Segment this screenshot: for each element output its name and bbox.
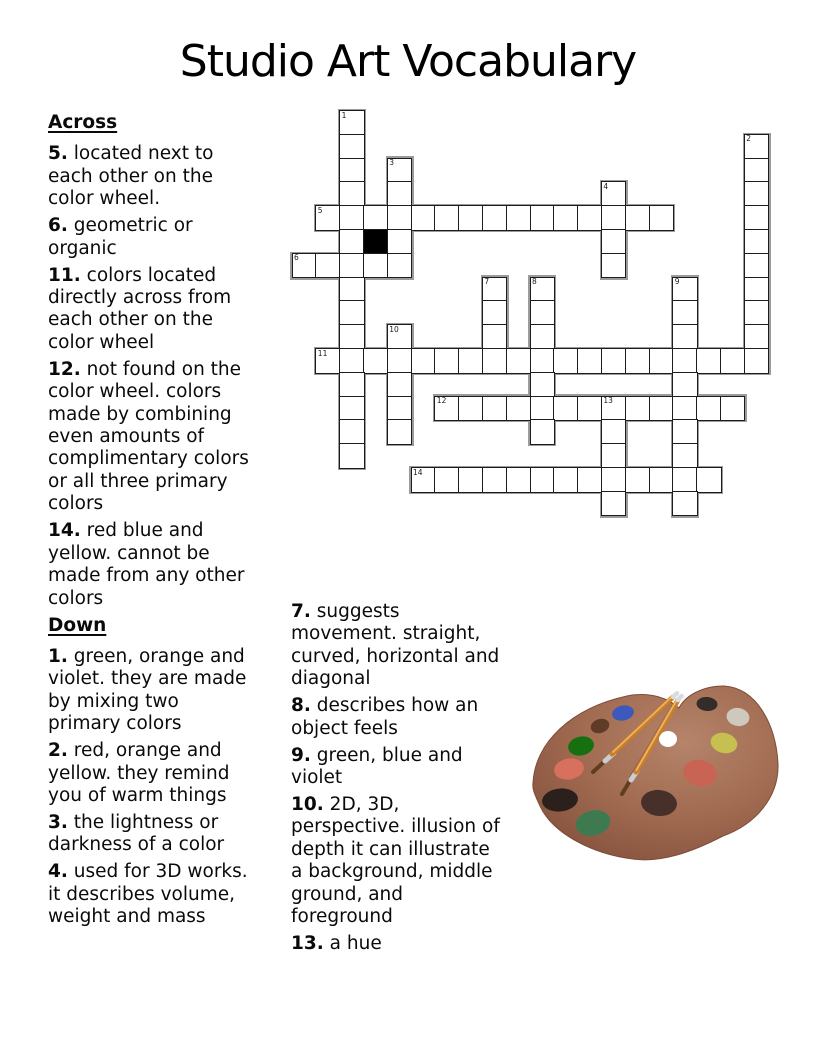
grid-cell-r4c4[interactable] (387, 205, 413, 231)
clue-text: suggests movement. straight, curved, horizontal and diagonal (291, 601, 500, 690)
clue-down-13 (291, 933, 503, 955)
grid-cell-r9c8[interactable] (482, 324, 508, 350)
grid-cell-r4c15[interactable] (649, 205, 675, 231)
clue-number: 7. (291, 601, 311, 622)
palette-thumb-hole (659, 731, 677, 747)
grid-cell-r12c17[interactable] (696, 396, 722, 422)
grid-cell-r15c13[interactable] (601, 467, 627, 493)
grid-cell-r6c2[interactable] (339, 253, 365, 279)
grid-cell-r6c4[interactable] (387, 253, 413, 279)
grid-cell-r4c2[interactable] (339, 205, 365, 231)
grid-cell-r10c9[interactable] (506, 348, 532, 374)
grid-cell-r16c16[interactable] (672, 491, 698, 517)
clue-text: located next to each other on the color wheel. (48, 143, 214, 210)
grid-cell-r10c4[interactable] (387, 348, 413, 374)
cell-number: 10 (389, 324, 399, 334)
cell-number: 8 (532, 277, 537, 287)
grid-cell-r13c2[interactable] (339, 419, 365, 445)
grid-cell-r4c6[interactable] (434, 205, 460, 231)
grid-cell-r2c4[interactable] (387, 158, 413, 184)
grid-cell-r15c9[interactable] (506, 467, 532, 493)
grid-cell-r3c19[interactable] (744, 181, 770, 207)
grid-cell-r10c3[interactable] (363, 348, 389, 374)
clue-text: 2D, 3D, perspective. illusion of depth it can illustrate a background, middle ground, and foreground (291, 794, 500, 928)
clue-across-5 (48, 143, 254, 210)
grid-cell-r6c19[interactable] (744, 253, 770, 279)
grid-cell-r6c13[interactable] (601, 253, 627, 279)
clue-text: used for 3D works. it describes volume, weight and mass (48, 861, 248, 928)
grid-cell-r11c16[interactable] (672, 372, 698, 398)
grid-cell-r12c8[interactable] (482, 396, 508, 422)
cell-number: 11 (317, 348, 328, 358)
grid-cell-r10c13[interactable] (601, 348, 627, 374)
grid-cell-r14c13[interactable] (601, 443, 627, 469)
grid-cell-r2c2[interactable] (339, 158, 365, 184)
grid-cell-r12c14[interactable] (625, 396, 651, 422)
grid-cell-r8c8[interactable] (482, 300, 508, 326)
clue-down-10 (291, 794, 503, 928)
grid-cell-r3c2[interactable] (339, 181, 365, 207)
grid-cell-r7c19[interactable] (744, 277, 770, 303)
grid-cell-r10c18[interactable] (720, 348, 746, 374)
clue-number: 2. (48, 740, 68, 762)
grid-cell-r4c12[interactable] (577, 205, 603, 231)
grid-cell-r15c11[interactable] (553, 467, 579, 493)
clue-text: describes how an object feels (291, 695, 479, 739)
clue-number: 8. (291, 695, 311, 717)
clue-text: green, orange and violet. they are made by mixing two primary colors (48, 645, 247, 735)
grid-cell-r12c9[interactable] (506, 396, 532, 422)
clue-text: colors located directly across from each other on the color wheel (48, 264, 232, 353)
grid-cell-r10c5[interactable] (411, 348, 437, 374)
grid-cell-r13c10[interactable] (530, 419, 556, 445)
clue-down-3 (48, 812, 254, 857)
grid-cell-r10c1[interactable] (315, 348, 341, 374)
grid-cell-r15c10[interactable] (530, 467, 556, 493)
grid-cell-r8c10[interactable] (530, 300, 556, 326)
grid-cell-r12c2[interactable] (339, 396, 365, 422)
grid-cell-r6c0[interactable] (292, 253, 318, 279)
grid-cell-r15c16[interactable] (672, 467, 698, 493)
grid-cell-r10c16[interactable] (672, 348, 698, 374)
grid-cell-r10c7[interactable] (458, 348, 484, 374)
grid-cell-r3c13[interactable] (601, 181, 627, 207)
clue-text: red blue and yellow. cannot be made from any other colors (48, 520, 245, 609)
clue-text: geometric or organic (48, 215, 193, 259)
grid-cell-r5c13[interactable] (601, 229, 627, 255)
clue-across-6 (48, 215, 254, 260)
grid-cell-r8c16[interactable] (672, 300, 698, 326)
grid-cell-r7c10[interactable] (530, 277, 556, 303)
grid-cell-r14c16[interactable] (672, 443, 698, 469)
cell-number: 13 (603, 396, 613, 406)
grid-cell-r13c16[interactable] (672, 419, 698, 445)
grid-cell-r12c10[interactable] (530, 396, 556, 422)
down-heading: Down (48, 614, 107, 636)
down-clue-list-right (291, 601, 503, 955)
grid-cell-r0c2[interactable] (339, 110, 365, 136)
grid-cell-r12c15[interactable] (649, 396, 675, 422)
grid-cell-r6c3[interactable] (363, 253, 389, 279)
clue-number: 5. (48, 143, 68, 165)
grid-cell-r15c17[interactable] (696, 467, 722, 493)
clue-text: the lightness or darkness of a color (48, 811, 225, 856)
grid-cell-r13c4[interactable] (387, 419, 413, 445)
brush-cap (678, 696, 682, 700)
cell-number: 14 (413, 467, 423, 477)
grid-cell-r15c15[interactable] (649, 467, 675, 493)
grid-cell-r10c19[interactable] (744, 348, 770, 374)
grid-cell-r4c19[interactable] (744, 205, 770, 231)
clue-across-12 (48, 359, 254, 516)
clue-text: red, orange and yellow. they remind you of warm things (48, 740, 230, 806)
grid-cell-r9c16[interactable] (672, 324, 698, 350)
clue-number: 11. (48, 264, 81, 286)
grid-cell-r15c5[interactable] (411, 467, 437, 493)
grid-cell-r4c5[interactable] (411, 205, 437, 231)
palette-illustration (528, 666, 816, 866)
grid-cell-r1c2[interactable] (339, 134, 365, 160)
grid-cell-r4c8[interactable] (482, 205, 508, 231)
grid-cell-r15c7[interactable] (458, 467, 484, 493)
clue-number: 13. (291, 933, 324, 955)
clue-text: not found on the color wheel. colors made by combining even amounts of complimentary colors or all three primary colors (48, 358, 249, 515)
cell-number: 1 (341, 110, 347, 120)
clue-down-8 (291, 695, 503, 740)
grid-cell-r10c14[interactable] (625, 348, 651, 374)
grid-cell-r6c1[interactable] (315, 253, 341, 279)
clue-text: green, blue and violet (291, 744, 463, 789)
clue-number: 3. (48, 811, 68, 833)
grid-cell-r4c3[interactable] (363, 205, 389, 231)
cell-number: 5 (317, 205, 323, 215)
clue-number: 12. (48, 358, 81, 380)
clue-down-1 (48, 646, 254, 736)
grid-cell-r10c11[interactable] (553, 348, 579, 374)
cell-number: 3 (389, 158, 394, 168)
clue-across-11 (48, 265, 254, 355)
grid-cell-r4c7[interactable] (458, 205, 484, 231)
grid-cell-r9c2[interactable] (339, 324, 365, 350)
grid-cell-r4c11[interactable] (553, 205, 579, 231)
clue-number: 14. (48, 520, 81, 542)
grid-cell-r15c6[interactable] (434, 467, 460, 493)
clue-number: 6. (48, 215, 68, 237)
grid-cell-r12c7[interactable] (458, 396, 484, 422)
grid-cell-r10c15[interactable] (649, 348, 675, 374)
grid-cell-r5c19[interactable] (744, 229, 770, 255)
grid-cell-r12c16[interactable] (672, 396, 698, 422)
grid-cell-r10c6[interactable] (434, 348, 460, 374)
cell-number: 6 (294, 253, 299, 263)
clue-down-2 (48, 740, 254, 807)
grid-cell-r10c12[interactable] (577, 348, 603, 374)
grid-cell-r1c19[interactable] (744, 134, 770, 160)
grid-cell-r4c1[interactable] (315, 205, 341, 231)
grid-cell-r12c4[interactable] (387, 396, 413, 422)
clue-number: 9. (291, 744, 311, 766)
clues-column-left (48, 112, 254, 933)
grid-cell-r7c16[interactable] (672, 277, 698, 303)
grid-cell-r8c19[interactable] (744, 300, 770, 326)
cell-number: 4 (603, 181, 609, 191)
grid-cell-r7c8[interactable] (482, 277, 508, 303)
grid-cell-r16c13[interactable] (601, 491, 627, 517)
grid-cell-r11c10[interactable] (530, 372, 556, 398)
cell-number: 9 (674, 277, 680, 287)
cell-number: 2 (746, 134, 751, 144)
page-title: Studio Art Vocabulary (179, 36, 637, 87)
grid-cell-r10c17[interactable] (696, 348, 722, 374)
grid-cell-r12c6[interactable] (434, 396, 460, 422)
grid-cell-r15c8[interactable] (482, 467, 508, 493)
across-clue-list (48, 143, 254, 610)
grid-cell-r5c2[interactable] (339, 229, 365, 255)
grid-cell-r12c12[interactable] (577, 396, 603, 422)
clues-column-middle (291, 601, 503, 960)
grid-cell-r11c4[interactable] (387, 372, 413, 398)
grid-cell-r14c2[interactable] (339, 443, 365, 469)
clue-number: 10. (291, 794, 324, 816)
grid-cell-r13c13[interactable] (601, 419, 627, 445)
grid-cell-r15c12[interactable] (577, 467, 603, 493)
grid-cell-r4c14[interactable] (625, 205, 651, 231)
clue-down-7 (291, 601, 503, 691)
grid-cell-r4c10[interactable] (530, 205, 556, 231)
clue-number: 4. (48, 861, 68, 883)
grid-cell-r12c11[interactable] (553, 396, 579, 422)
black-cell (363, 229, 389, 255)
grid-cell-r9c4[interactable] (387, 324, 413, 350)
grid-cell-r10c8[interactable] (482, 348, 508, 374)
clue-across-14 (48, 520, 254, 610)
clue-text: a hue (329, 933, 382, 955)
grid-cell-r4c13[interactable] (601, 205, 627, 231)
grid-cell-r12c18[interactable] (720, 396, 746, 422)
grid-cell-r3c4[interactable] (387, 181, 413, 207)
cell-number: 12 (436, 396, 447, 406)
grid-cell-r10c2[interactable] (339, 348, 365, 374)
clue-number: 1. (48, 645, 68, 667)
cell-number: 7 (484, 277, 490, 287)
grid-cell-r4c9[interactable] (506, 205, 532, 231)
grid-cell-r8c2[interactable] (339, 300, 365, 326)
grid-cell-r11c2[interactable] (339, 372, 365, 398)
grid-cell-r7c2[interactable] (339, 277, 365, 303)
grid-cell-r10c10[interactable] (530, 348, 556, 374)
brush-cap (673, 693, 677, 697)
grid-cell-r9c19[interactable] (744, 324, 770, 350)
across-heading: Across (48, 112, 118, 133)
grid-cell-r15c14[interactable] (625, 467, 651, 493)
grid-cell-r9c10[interactable] (530, 324, 556, 350)
grid-cell-r12c13[interactable] (601, 396, 627, 422)
clue-down-4 (48, 861, 254, 928)
clue-down-9 (291, 745, 503, 790)
grid-cell-r5c4[interactable] (387, 229, 413, 255)
grid-cell-r2c19[interactable] (744, 158, 770, 184)
down-clue-list-left (48, 646, 254, 929)
